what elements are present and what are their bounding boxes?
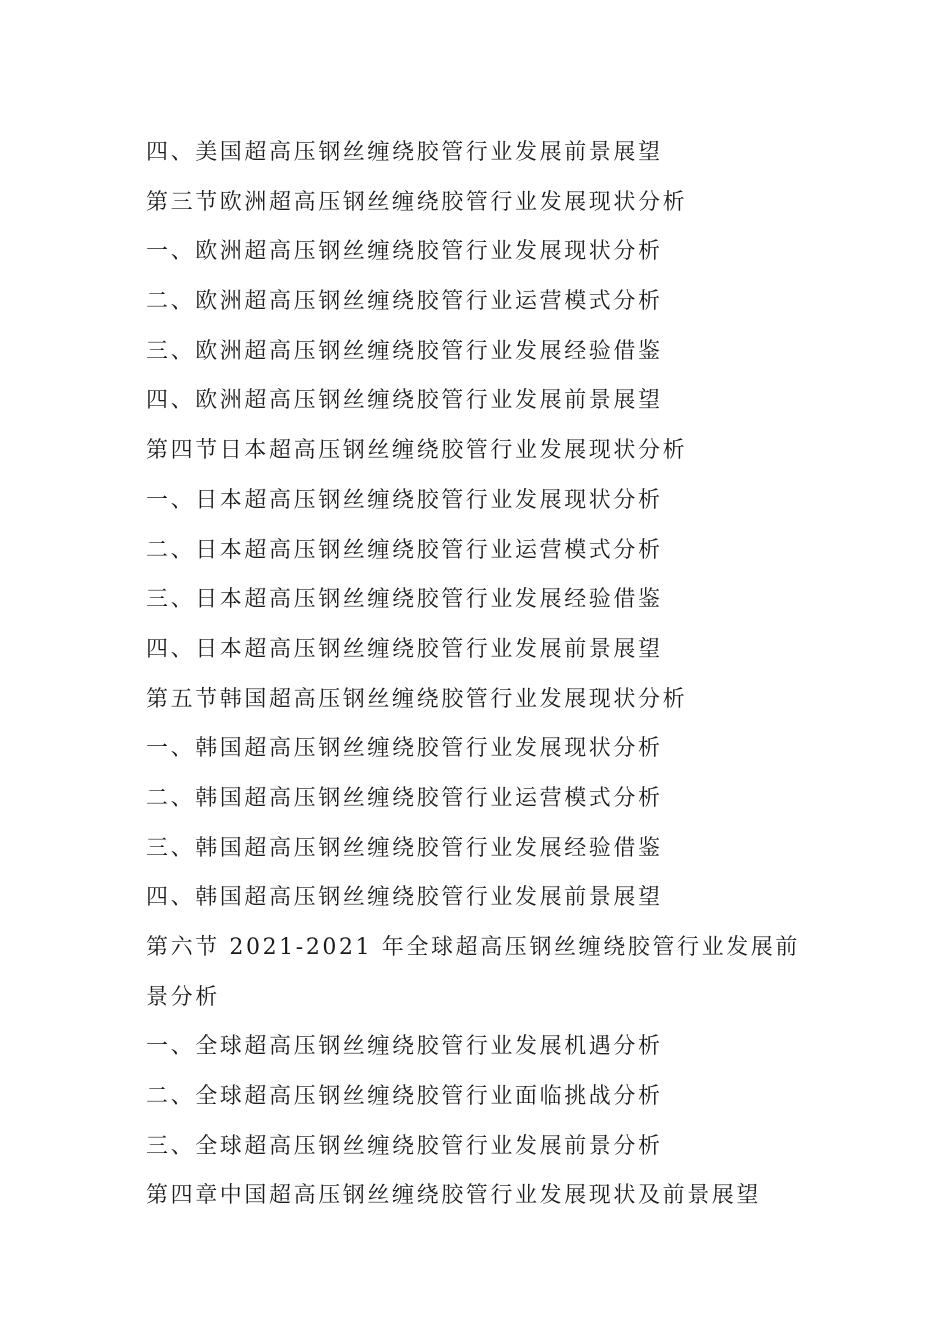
toc-line: 一、欧洲超高压钢丝缠绕胶管行业发展现状分析 bbox=[146, 239, 663, 265]
toc-line: 四、美国超高压钢丝缠绕胶管行业发展前景展望 bbox=[146, 140, 663, 165]
toc-line: 二、韩国超高压钢丝缠绕胶管行业运营模式分析 bbox=[146, 785, 663, 811]
table-of-contents bbox=[146, 128, 826, 1221]
toc-line: 第四节日本超高压钢丝缠绕胶管行业发展现状分析 bbox=[146, 438, 688, 464]
toc-line: 四、欧洲超高压钢丝缠绕胶管行业发展前景展望 bbox=[146, 388, 663, 414]
toc-line: 四、日本超高压钢丝缠绕胶管行业发展前景展望 bbox=[146, 636, 663, 662]
toc-line: 一、韩国超高压钢丝缠绕胶管行业发展现状分析 bbox=[146, 736, 663, 762]
toc-line: 第六节 2021-2021 年全球超高压钢丝缠绕胶管行业发展前 bbox=[146, 935, 800, 960]
toc-line: 第三节欧洲超高压钢丝缠绕胶管行业发展现状分析 bbox=[146, 189, 688, 215]
toc-line: 二、全球超高压钢丝缠绕胶管行业面临挑战分析 bbox=[146, 1084, 663, 1110]
toc-line: 四、韩国超高压钢丝缠绕胶管行业发展前景展望 bbox=[146, 885, 663, 911]
toc-line: 第五节韩国超高压钢丝缠绕胶管行业发展现状分析 bbox=[146, 686, 688, 712]
toc-line: 一、日本超高压钢丝缠绕胶管行业发展现状分析 bbox=[146, 487, 663, 513]
toc-line: 三、韩国超高压钢丝缠绕胶管行业发展经验借鉴 bbox=[146, 835, 663, 861]
toc-line: 一、全球超高压钢丝缠绕胶管行业发展机遇分析 bbox=[146, 1034, 663, 1060]
toc-line: 二、欧洲超高压钢丝缠绕胶管行业运营模式分析 bbox=[146, 289, 663, 315]
toc-line: 三、欧洲超高压钢丝缠绕胶管行业发展经验借鉴 bbox=[146, 338, 663, 364]
toc-line: 第四章中国超高压钢丝缠绕胶管行业发展现状及前景展望 bbox=[146, 1183, 762, 1209]
toc-line: 三、日本超高压钢丝缠绕胶管行业发展经验借鉴 bbox=[146, 587, 663, 613]
toc-line: 景分析 bbox=[146, 984, 220, 1010]
toc-line: 三、全球超高压钢丝缠绕胶管行业发展前景分析 bbox=[146, 1133, 663, 1159]
toc-line: 二、日本超高压钢丝缠绕胶管行业运营模式分析 bbox=[146, 537, 663, 563]
